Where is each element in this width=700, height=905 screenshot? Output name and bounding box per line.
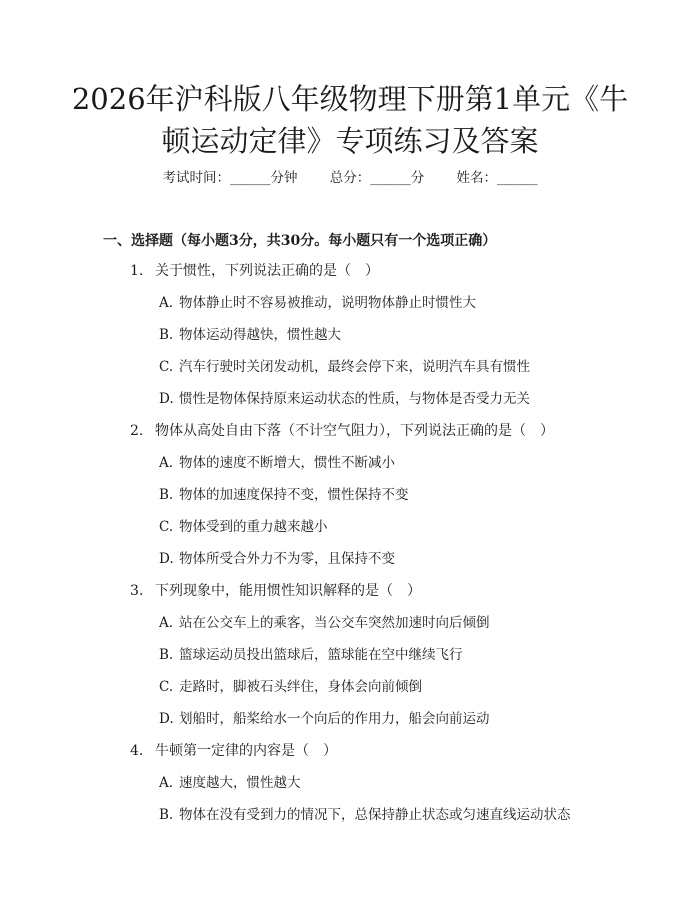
option-2b — [159, 485, 409, 505]
question-4 — [130, 741, 337, 761]
section-heading: 一、选择题（每小题3分，共30分。每小题只有一个选项正确） — [103, 233, 497, 249]
option-2d — [159, 549, 395, 569]
document-title — [60, 78, 640, 162]
option-letter: D. — [159, 711, 174, 727]
option-text: 站在公交车上的乘客，当公交车突然加速时向后倾倒 — [179, 615, 490, 631]
option-letter: C. — [159, 679, 174, 695]
option-letter: A. — [159, 615, 174, 631]
option-letter: D. — [159, 391, 174, 407]
option-1d — [159, 389, 530, 409]
option-text: 速度越大，惯性越大 — [179, 775, 301, 791]
option-letter: A. — [159, 455, 174, 471]
option-3b — [159, 645, 463, 665]
option-4a — [159, 773, 301, 793]
question-3 — [130, 581, 421, 601]
exam-time: 考试时间：______分钟 — [162, 170, 298, 186]
option-4b — [159, 805, 571, 825]
option-text: 物体所受合外力不为零，且保持不变 — [179, 551, 395, 567]
option-3a — [159, 613, 490, 633]
question-1 — [130, 261, 379, 281]
option-text: 物体的速度不断增大，惯性不断减小 — [179, 455, 395, 471]
option-letter: C. — [159, 519, 174, 535]
question-2 — [130, 421, 554, 441]
exam-score: 总分：______分 — [329, 170, 425, 186]
option-3d — [159, 709, 490, 729]
option-1c — [159, 357, 530, 377]
option-text: 汽车行驶时关闭发动机，最终会停下来，说明汽车具有惯性 — [179, 359, 530, 375]
option-text: 惯性是物体保持原来运动状态的性质，与物体是否受力无关 — [179, 391, 530, 407]
option-2a — [159, 453, 395, 473]
question-number: 1. — [130, 263, 144, 279]
option-letter: B. — [159, 487, 174, 503]
option-letter: B. — [159, 327, 174, 343]
option-letter: B. — [159, 647, 174, 663]
option-letter: B. — [159, 807, 174, 823]
option-text: 物体在没有受到力的情况下，总保持静止状态或匀速直线运动状态 — [179, 807, 571, 823]
title-line-1: 2026年沪科版八年级物理下册第1单元《牛 — [71, 82, 629, 116]
option-text: 物体静止时不容易被推动，说明物体静止时惯性大 — [179, 295, 476, 311]
question-number: 4. — [130, 743, 144, 759]
question-text: 下列现象中，能用惯性知识解释的是（ ） — [155, 583, 421, 599]
option-text: 物体受到的重力越来越小 — [179, 519, 328, 535]
option-2c — [159, 517, 328, 537]
option-letter: A. — [159, 295, 174, 311]
title-line-2: 顿运动定律》专项练习及答案 — [161, 124, 539, 158]
option-letter: D. — [159, 551, 174, 567]
option-letter: C. — [159, 359, 174, 375]
exam-name: 姓名：______ — [456, 170, 538, 186]
option-text: 划船时，船桨给水一个向后的作用力，船会向前运动 — [179, 711, 490, 727]
question-text: 物体从高处自由下落（不计空气阻力），下列说法正确的是（ ） — [155, 423, 554, 439]
option-1a — [159, 293, 476, 313]
option-text: 篮球运动员投出篮球后，篮球能在空中继续飞行 — [179, 647, 463, 663]
option-1b — [159, 325, 341, 345]
option-text: 物体的加速度保持不变，惯性保持不变 — [179, 487, 409, 503]
option-text: 物体运动得越快，惯性越大 — [179, 327, 341, 343]
question-number: 3. — [130, 583, 144, 599]
question-number: 2. — [130, 423, 144, 439]
option-3c — [159, 677, 422, 697]
option-text: 走路时，脚被石头绊住，身体会向前倾倒 — [179, 679, 422, 695]
exam-meta — [0, 169, 700, 187]
option-letter: A. — [159, 775, 174, 791]
question-text: 牛顿第一定律的内容是（ ） — [155, 743, 337, 759]
question-text: 关于惯性，下列说法正确的是（ ） — [155, 263, 379, 279]
